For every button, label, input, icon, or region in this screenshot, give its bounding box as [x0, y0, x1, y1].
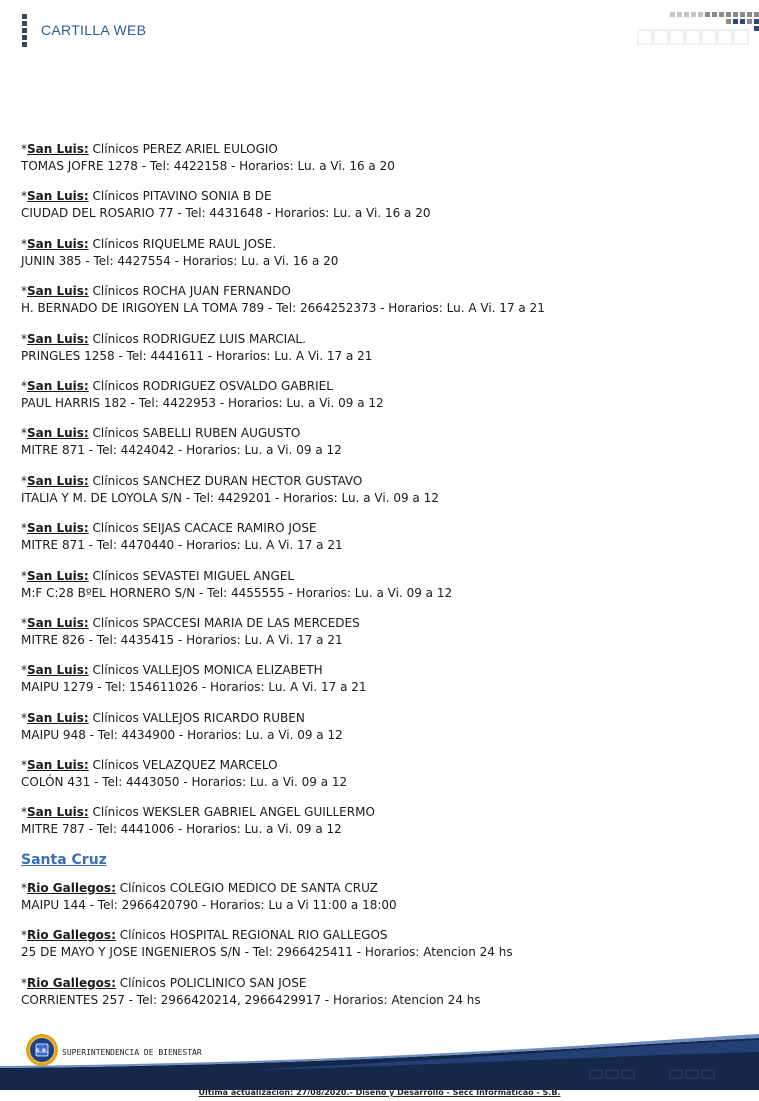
entry-provider-name: SEIJAS CACACE RAMIRO JOSE — [142, 521, 317, 536]
entry-provider-name: HOSPITAL REGIONAL RIO GALLEGOS — [169, 928, 388, 943]
entry-specialty: Clínicos — [92, 615, 139, 630]
entry-specialty: Clínicos — [119, 975, 166, 990]
entry-city: San Luis: — [27, 142, 89, 156]
entry-prefix: * — [21, 521, 27, 536]
entry-list-santa-cruz — [21, 880, 741, 1009]
entry-provider-name: WEKSLER GABRIEL ANGEL GUILLERMO — [142, 805, 375, 820]
entry-specialty: Clínicos — [92, 663, 139, 678]
entry-prefix: * — [21, 378, 27, 393]
entry-prefix: * — [21, 880, 27, 895]
entry-prefix: * — [21, 928, 27, 943]
list-item — [21, 331, 741, 365]
list-item — [21, 757, 741, 791]
entry-heading — [21, 804, 741, 821]
entry-prefix: * — [21, 663, 27, 678]
entry-heading — [21, 927, 741, 944]
entry-prefix: * — [21, 615, 27, 630]
list-item — [21, 662, 741, 696]
entry-specialty: Clínicos — [92, 521, 139, 536]
entry-provider-name: VALLEJOS MONICA ELIZABETH — [142, 663, 323, 678]
entry-specialty: Clínicos — [92, 142, 139, 156]
list-item — [21, 804, 741, 838]
footer-wave-band — [0, 1030, 759, 1090]
entry-specialty: Clínicos — [92, 710, 139, 725]
entry-specialty: Clínicos — [92, 473, 139, 488]
entry-details: MAIPU 144 - Tel: 2966420790 - Horarios: Lu a Vi 11:00 a 18:00 — [21, 897, 397, 912]
entry-city: San Luis: — [27, 521, 89, 536]
entry-prefix: * — [21, 568, 27, 583]
entry-specialty: Clínicos — [92, 805, 139, 820]
entry-provider-name: POLICLINICO SAN JOSE — [169, 975, 307, 990]
entry-provider-name: SEVASTEI MIGUEL ANGEL — [142, 568, 295, 583]
entry-details: PAUL HARRIS 182 - Tel: 4422953 - Horarios: Lu. a Vi. 09 a 12 — [21, 395, 384, 410]
entry-heading — [21, 710, 741, 727]
entry-provider-name: PEREZ ARIEL EULOGIO — [142, 142, 278, 156]
entry-details: TOMAS JOFRE 1278 - Tel: 4422158 - Horarios: Lu. a Vi. 16 a 20 — [21, 159, 395, 173]
entry-provider-name: RODRIGUEZ OSVALDO GABRIEL — [142, 378, 333, 393]
entry-specialty: Clínicos — [92, 284, 139, 299]
entry-details: JUNIN 385 - Tel: 4427554 - Horarios: Lu. a Vi. 16 a 20 — [21, 253, 339, 268]
entry-details: PRINGLES 1258 - Tel: 4441611 - Horarios: Lu. A Vi. 17 a 21 — [21, 348, 373, 363]
entry-details: ITALIA Y M. DE LOYOLA S/N - Tel: 4429201 - Horarios: Lu. a Vi. 09 a 12 — [21, 490, 439, 505]
entry-prefix: * — [21, 710, 27, 725]
entry-city: San Luis: — [27, 236, 89, 251]
entry-details: MAIPU 1279 - Tel: 154611026 - Horarios: Lu. A Vi. 17 a 21 — [21, 680, 367, 695]
entry-details: MITRE 871 - Tel: 4424042 - Horarios: Lu. a Vi. 09 a 12 — [21, 443, 342, 458]
entry-provider-name: COLEGIO MEDICO DE SANTA CRUZ — [169, 880, 378, 895]
entry-prefix: * — [21, 189, 27, 204]
entry-specialty: Clínicos — [92, 758, 139, 773]
list-item — [21, 927, 741, 961]
list-item — [21, 520, 741, 554]
entry-city: San Luis: — [27, 473, 89, 488]
entry-city: San Luis: — [27, 284, 89, 299]
entry-provider-name: SPACCESI MARIA DE LAS MERCEDES — [142, 615, 360, 630]
list-item — [21, 141, 741, 175]
directory-listing — [21, 141, 741, 1022]
svg-text:S.B.: S.B. — [35, 1048, 49, 1055]
entry-specialty: Clínicos — [92, 426, 139, 441]
entry-prefix: * — [21, 236, 27, 251]
entry-heading — [21, 975, 741, 992]
entry-city: San Luis: — [27, 189, 89, 204]
entry-city: San Luis: — [27, 710, 89, 725]
entry-details: CORRIENTES 257 - Tel: 2966420214, 2966429917 - Horarios: Atencion 24 hs — [21, 992, 481, 1007]
entry-provider-name: SABELLI RUBEN AUGUSTO — [142, 426, 301, 441]
entry-specialty: Clínicos — [92, 568, 139, 583]
entry-city: Rio Gallegos: — [27, 928, 116, 943]
entry-heading — [21, 520, 741, 537]
entry-prefix: * — [21, 758, 27, 773]
entry-city: Rio Gallegos: — [27, 880, 116, 895]
entry-city: San Luis: — [27, 615, 89, 630]
entry-heading — [21, 757, 741, 774]
entry-specialty: Clínicos — [92, 378, 139, 393]
list-item — [21, 236, 741, 270]
entry-details: M:F C:28 BºEL HORNERO S/N - Tel: 4455555 - Horarios: Lu. a Vi. 09 a 12 — [21, 585, 453, 600]
entry-city: San Luis: — [27, 758, 89, 773]
entry-heading — [21, 141, 741, 158]
section-title: Santa Cruz — [21, 851, 107, 868]
entry-list-san-luis — [21, 141, 741, 838]
entry-provider-name: VALLEJOS RICARDO RUBEN — [142, 710, 305, 725]
list-item — [21, 425, 741, 459]
organization-name: SUPERINTENDENCIA DE BIENESTAR — [62, 1048, 202, 1057]
entry-city: San Luis: — [27, 805, 89, 820]
page-header — [0, 0, 759, 60]
entry-heading — [21, 568, 741, 585]
entry-prefix: * — [21, 805, 27, 820]
entry-heading — [21, 236, 741, 253]
entry-details: MITRE 787 - Tel: 4441006 - Horarios: Lu. a Vi. 09 a 12 — [21, 822, 342, 837]
entry-prefix: * — [21, 473, 27, 488]
entry-provider-name: RODRIGUEZ LUIS MARCIAL. — [142, 331, 306, 346]
entry-details: H. BERNADO DE IRIGOYEN LA TOMA 789 - Tel: 2664252373 - Horarios: Lu. A Vi. 17 a 21 — [21, 301, 545, 316]
entry-city: San Luis: — [27, 331, 89, 346]
entry-heading — [21, 188, 741, 205]
entry-provider-name: ROCHA JUAN FERNANDO — [142, 284, 291, 299]
list-item — [21, 283, 741, 317]
entry-prefix: * — [21, 284, 27, 299]
entry-city: San Luis: — [27, 378, 89, 393]
entry-heading — [21, 425, 741, 442]
list-item — [21, 378, 741, 412]
page-title: CARTILLA WEB — [41, 22, 147, 38]
entry-details: COLÓN 431 - Tel: 4443050 - Horarios: Lu. a Vi. 09 a 12 — [21, 775, 348, 790]
entry-specialty: Clínicos — [92, 236, 139, 251]
entry-specialty: Clínicos — [119, 880, 166, 895]
entry-prefix: * — [21, 331, 27, 346]
entry-provider-name: RIQUELME RAUL JOSE. — [142, 236, 277, 251]
list-item — [21, 615, 741, 649]
entry-heading — [21, 283, 741, 300]
entry-details: 25 DE MAYO Y JOSE INGENIEROS S/N - Tel: 2966425411 - Horarios: Atencion 24 hs — [21, 945, 513, 960]
entry-details: CIUDAD DEL ROSARIO 77 - Tel: 4431648 - Horarios: Lu. a Vi. 16 a 20 — [21, 206, 431, 221]
brand-bar-icon — [22, 14, 27, 48]
entry-provider-name: VELAZQUEZ MARCELO — [142, 758, 278, 773]
entry-heading — [21, 662, 741, 679]
entry-details: MITRE 871 - Tel: 4470440 - Horarios: Lu. A Vi. 17 a 21 — [21, 538, 343, 553]
entry-specialty: Clínicos — [92, 331, 139, 346]
entry-city: San Luis: — [27, 426, 89, 441]
entry-specialty: Clínicos — [119, 928, 166, 943]
list-item — [21, 473, 741, 507]
entry-heading — [21, 880, 741, 897]
entry-heading — [21, 615, 741, 632]
entry-heading — [21, 473, 741, 490]
last-update-note: Ultima actualización: 27/08/2020.- Diseño y Desarrollo - Secc Informáticao - S.B. — [198, 1088, 561, 1097]
entry-heading — [21, 331, 741, 348]
entry-specialty: Clínicos — [92, 189, 139, 204]
list-item — [21, 188, 741, 222]
entry-heading — [21, 378, 741, 395]
institution-seal-icon — [25, 1033, 59, 1067]
entry-details: MITRE 826 - Tel: 4435415 - Horarios: Lu. A Vi. 17 a 21 — [21, 632, 343, 647]
entry-city: San Luis: — [27, 663, 89, 678]
entry-city: San Luis: — [27, 568, 89, 583]
list-item — [21, 975, 741, 1009]
list-item — [21, 880, 741, 914]
entry-city: Rio Gallegos: — [27, 975, 116, 990]
pixel-grid-logo-icon — [636, 12, 759, 48]
entry-prefix: * — [21, 426, 27, 441]
list-item — [21, 710, 741, 744]
entry-provider-name: PITAVINO SONIA B DE — [142, 189, 272, 204]
entry-provider-name: SANCHEZ DURAN HECTOR GUSTAVO — [142, 473, 363, 488]
entry-prefix: * — [21, 975, 27, 990]
list-item — [21, 568, 741, 602]
entry-details: MAIPU 948 - Tel: 4434900 - Horarios: Lu. a Vi. 09 a 12 — [21, 727, 343, 742]
entry-prefix: * — [21, 142, 27, 156]
